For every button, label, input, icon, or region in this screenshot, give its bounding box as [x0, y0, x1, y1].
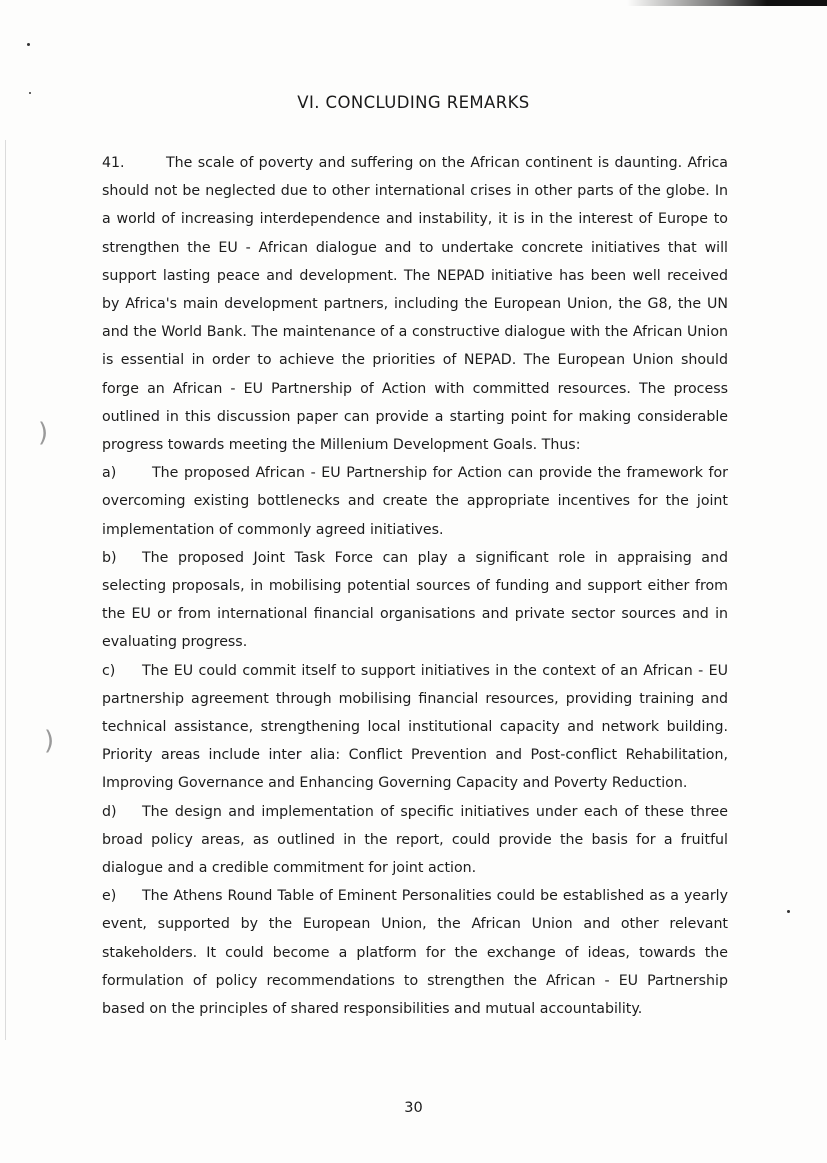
section-heading: VI. CONCLUDING REMARKS: [297, 93, 530, 112]
list-item-d: [102, 798, 728, 883]
scan-top-rule: [627, 0, 827, 6]
list-item-e: [102, 882, 728, 1023]
scan-speck: [27, 43, 30, 46]
page-number: 30: [404, 1100, 423, 1116]
scan-speck: [787, 910, 790, 913]
list-item-text: The Athens Round Table of Eminent Personalities could be established as a yearly event, supported by the European Union, the African Union and other relevant stakeholders. It could become a platform for the exchange of ideas, towards the formulation of policy recommendations to strengthen the African - EU Partnership based on the principles of shared responsibilities and mutual accountability.: [102, 888, 728, 1018]
list-item-text: The EU could commit itself to support initiatives in the context of an African - EU partnership agreement through mobilising financial resources, providing training and technical assistance, strengthening local institutional capacity and network building. Priority areas include inter alia: Conflict Prevention and Post-conflict Rehabilitation, Improving Governance and Enhancing Governing Capacity and Poverty Reduction.: [102, 662, 728, 792]
paragraph-text: The scale of poverty and suffering on the African continent is daunting. Africa should not be neglected due to other international crises in other parts of the globe. In a world of increasing interdependence and instability, it is in the interest of Europe to strengthen the EU - African dialogue and to undertake concrete initiatives that will support lasting peace and development. The NEPAD initiative has been well received by Africa's main development partners, including the European Union, the G8, the UN and the World Bank. The maintenance of a constructive dialogue with the African Union is essential in order to achieve the priorities of NEPAD. The European Union should forge an African - EU Partnership of Action with committed resources. The process outlined in this discussion paper can provide a starting point for making considerable progress towards meeting the Millenium Development Goals. Thus:: [102, 155, 728, 454]
punch-hole-mark: ): [38, 418, 49, 448]
list-item-text: The design and implementation of specific initiatives under each of these three broad policy areas, as outlined in the report, could provide the basis for a fruitful dialogue and a credible commitment for joint action.: [102, 803, 728, 877]
list-item-label: a): [102, 465, 117, 482]
body-text: [102, 149, 728, 1023]
paragraph-41: [102, 149, 728, 459]
list-item-c: [102, 657, 728, 798]
list-item-label: b): [102, 549, 117, 566]
list-item-a: [102, 459, 728, 544]
list-item-label: c): [102, 662, 116, 679]
list-item-label: e): [102, 888, 117, 905]
paragraph-number: 41.: [102, 155, 125, 171]
list-item-b: [102, 544, 728, 657]
list-item-text: The proposed Joint Task Force can play a significant role in appraising and selecting proposals, in mobilising potential sources of funding and support either from the EU or from international financial organisations and private sector sources and in evaluating progress.: [102, 549, 728, 651]
list-item-label: d): [102, 803, 117, 820]
punch-hole-mark: ): [44, 726, 55, 756]
list-item-text: The proposed African - EU Partnership for Action can provide the framework for overcoming existing bottlenecks and create the appropriate incentives for the joint implementation of commonly agreed initiatives.: [102, 465, 728, 538]
scan-left-edge: [5, 140, 6, 1040]
